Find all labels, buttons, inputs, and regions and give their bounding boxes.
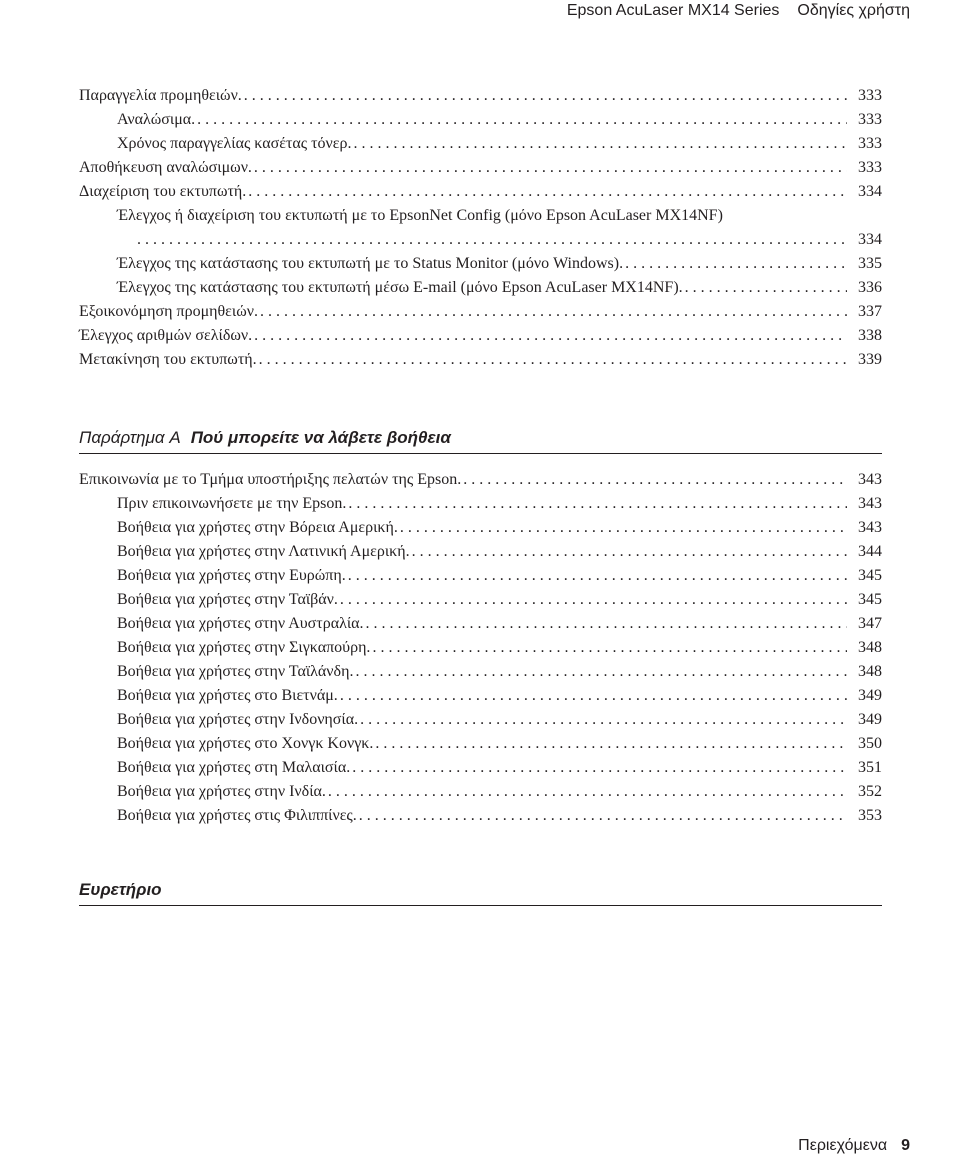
toc-entry-page: 339 <box>858 351 882 368</box>
toc-entry-title: Χρόνος παραγγελίας κασέτας τόνερ. <box>117 135 352 152</box>
toc-dot-leader <box>340 588 847 612</box>
toc-entry[interactable] <box>79 636 882 660</box>
toc-dot-leader <box>328 780 847 804</box>
toc-entry-page: 343 <box>858 471 882 488</box>
toc-entry[interactable] <box>79 756 882 780</box>
toc-entry-page: 337 <box>858 303 882 320</box>
toc-dot-leader <box>137 228 847 252</box>
toc-dot-leader <box>348 492 847 516</box>
toc-entry-title: Παραγγελία προμηθειών. <box>79 87 242 104</box>
toc-entry-page: 348 <box>858 663 882 680</box>
toc-entry-page: 333 <box>858 111 882 128</box>
toc-entry[interactable] <box>79 540 882 564</box>
appendix-heading[interactable] <box>79 428 882 454</box>
toc-entry[interactable] <box>79 804 882 828</box>
toc-entry-page: 345 <box>858 591 882 608</box>
toc-entry[interactable] <box>79 180 882 204</box>
toc-entry[interactable] <box>79 660 882 684</box>
toc-dot-leader <box>372 636 847 660</box>
page-footer <box>798 1137 910 1155</box>
toc-entry[interactable] <box>79 780 882 804</box>
toc-entry[interactable] <box>79 684 882 708</box>
toc-entry-page: 349 <box>858 711 882 728</box>
toc-entry-page: 347 <box>858 615 882 632</box>
toc-entry-page: 335 <box>858 255 882 272</box>
toc-entry-title: Έλεγχος της κατάστασης του εκτυπωτή μέσω E-mail (μόνο Epson AcuLaser MX14NF). <box>117 279 683 296</box>
toc-entry[interactable] <box>79 84 882 108</box>
toc-entry-title: Βοήθεια για χρήστες στην Λατινική Αμερική. <box>117 543 410 560</box>
toc-entry-title: Έλεγχος της κατάστασης του εκτυπωτή με το Status Monitor (μόνο Windows). <box>117 255 624 272</box>
toc-entry-page: 351 <box>858 759 882 776</box>
toc-entry-title: Βοήθεια για χρήστες στην Ταϊβάν. <box>117 591 338 608</box>
toc-dot-leader <box>254 156 847 180</box>
toc-entry[interactable] <box>79 612 882 636</box>
toc-entry-page: 338 <box>858 327 882 344</box>
toc-entry-page: 350 <box>858 735 882 752</box>
appendix-label: Παράρτημα A <box>79 428 181 447</box>
toc-section-appendix <box>79 468 882 828</box>
toc-entry-title: Βοήθεια για χρήστες στην Σιγκαπούρη. <box>117 639 371 656</box>
toc-entry-title: Βοήθεια για χρήστες στην Ινδία. <box>117 783 326 800</box>
toc-entry-page: 344 <box>858 543 882 560</box>
toc-entry-title: Βοήθεια για χρήστες στις Φιλιππίνες. <box>117 807 357 824</box>
toc-entry-page: 345 <box>858 567 882 584</box>
toc-dot-leader <box>400 516 847 540</box>
toc-dot-leader <box>355 660 847 684</box>
toc-dot-leader <box>259 348 847 372</box>
toc-dot-leader <box>348 564 847 588</box>
toc-entry-title: Βοήθεια για χρήστες στην Βόρεια Αμερική. <box>117 519 398 536</box>
toc-entry-page: 334 <box>858 183 882 200</box>
toc-entry-title: Μετακίνηση του εκτυπωτή. <box>79 351 257 368</box>
toc-entry-title: Διαχείριση του εκτυπωτή. <box>79 183 247 200</box>
toc-entry-title: Βοήθεια για χρήστες στην Ινδονησία. <box>117 711 359 728</box>
toc-entry[interactable] <box>79 516 882 540</box>
toc-entry-title: Αναλώσιμα. <box>117 111 196 128</box>
toc-dot-leader <box>412 540 847 564</box>
toc-entry-page: 348 <box>858 639 882 656</box>
toc-entry-page: 333 <box>858 135 882 152</box>
toc-entry[interactable] <box>79 108 882 132</box>
toc-entry-title: Βοήθεια για χρήστες στην Ταϊλάνδη. <box>117 663 354 680</box>
toc-entry[interactable] <box>79 588 882 612</box>
toc-entry[interactable] <box>79 468 882 492</box>
toc-entry-page: 343 <box>858 519 882 536</box>
running-header <box>567 0 910 22</box>
index-heading[interactable] <box>79 880 882 906</box>
toc-entry-page: 352 <box>858 783 882 800</box>
toc-entry-page: 336 <box>858 279 882 296</box>
toc-entry-title: Βοήθεια για χρήστες στη Μαλαισία. <box>117 759 351 776</box>
toc-dot-leader <box>254 324 847 348</box>
appendix-title: Πού μπορείτε να λάβετε βοήθεια <box>190 428 451 447</box>
footer-section: Περιεχόμενα <box>798 1137 888 1154</box>
toc-entry-page: 353 <box>858 807 882 824</box>
toc-entry-title: Βοήθεια για χρήστες στην Ευρώπη. <box>117 567 346 584</box>
toc-entry[interactable] <box>79 132 882 156</box>
toc-entry[interactable] <box>79 708 882 732</box>
toc-dot-leader <box>463 468 847 492</box>
toc-entry[interactable] <box>79 300 882 324</box>
toc-entry[interactable] <box>79 156 882 180</box>
toc-entry[interactable] <box>79 204 882 252</box>
toc-dot-leader <box>244 84 847 108</box>
toc-entry-title: Αποθήκευση αναλώσιμων. <box>79 159 252 176</box>
toc-dot-leader <box>359 804 847 828</box>
header-doc-title: Οδηγίες χρήστη <box>797 2 910 19</box>
toc-dot-leader <box>366 612 847 636</box>
toc-entry-title: Βοήθεια για χρήστες στην Αυστραλία. <box>117 615 364 632</box>
toc-entry-title: Βοήθεια για χρήστες στο Χονγκ Κονγκ. <box>117 735 374 752</box>
toc-dot-leader <box>353 132 847 156</box>
toc-dot-leader <box>340 684 847 708</box>
toc-entry-title: Έλεγχος ή διαχείριση του εκτυπωτή με το EpsonNet Config (μόνο Epson AcuLaser MX14NF) <box>117 207 723 224</box>
footer-page-number: 9 <box>901 1137 910 1154</box>
toc-entry-title: Πριν επικοινωνήσετε με την Epson. <box>117 495 347 512</box>
toc-entry[interactable] <box>79 492 882 516</box>
toc-entry-page: 343 <box>858 495 882 512</box>
toc-entry[interactable] <box>79 324 882 348</box>
index-title: Ευρετήριο <box>79 880 162 899</box>
toc-section-top <box>79 84 882 372</box>
toc-entry[interactable] <box>79 348 882 372</box>
toc-entry-page: 333 <box>858 159 882 176</box>
toc-dot-leader <box>625 252 847 276</box>
toc-dot-leader <box>197 108 847 132</box>
toc-entry-title: Επικοινωνία με το Τμήμα υποστήριξης πελατών της Epson. <box>79 471 462 488</box>
toc-entry-page: 334 <box>858 231 882 248</box>
toc-entry-page: 349 <box>858 687 882 704</box>
header-product: Epson AcuLaser MX14 Series <box>566 2 780 19</box>
toc-dot-leader <box>352 756 847 780</box>
toc-entry-page: 333 <box>858 87 882 104</box>
toc-entry[interactable] <box>79 732 882 756</box>
toc-entry-title: Έλεγχος αριθμών σελίδων. <box>79 327 253 344</box>
toc-dot-leader <box>685 276 847 300</box>
toc-dot-leader <box>375 732 847 756</box>
toc-dot-leader <box>360 708 847 732</box>
toc-entry[interactable] <box>79 276 882 300</box>
toc-entry[interactable] <box>79 252 882 276</box>
toc-dot-leader <box>248 180 847 204</box>
toc-entry-title: Βοήθεια για χρήστες στο Βιετνάμ. <box>117 687 338 704</box>
toc-entry[interactable] <box>79 564 882 588</box>
toc-entry-title: Εξοικονόμηση προμηθειών. <box>79 303 258 320</box>
toc-dot-leader <box>260 300 847 324</box>
